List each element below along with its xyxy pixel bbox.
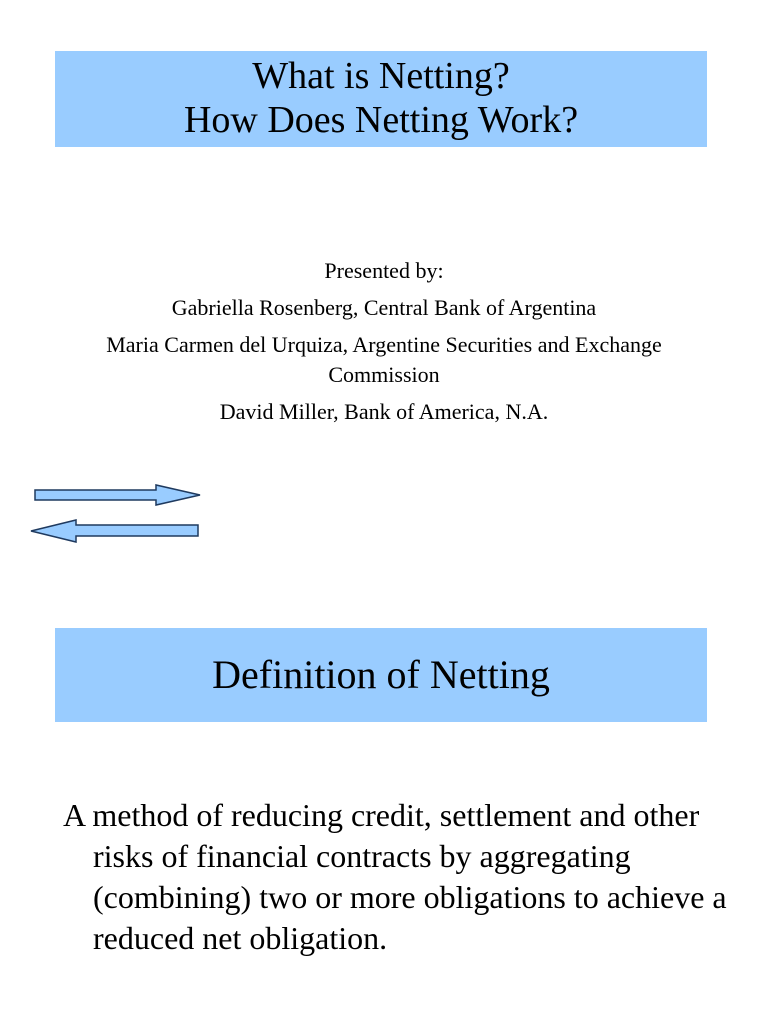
presenters-block <box>84 256 684 434</box>
definition-banner <box>55 628 707 722</box>
definition-text: A method of reducing credit, settlement and other risks of financial contracts by aggregating (combining) two or more obligations to achieve a reduced net obligation. <box>63 797 727 956</box>
page-title-line-1: What is Netting? <box>252 55 510 97</box>
presenter-2: Maria Carmen del Urquiza, Argentine Securities and Exchange Commission <box>106 332 662 387</box>
page-title-line-2: How Does Netting Work? <box>183 99 579 141</box>
presenter-1: Gabriella Rosenberg, Central Bank of Argentina <box>171 295 597 320</box>
section-title: Definition of Netting <box>212 652 550 697</box>
presenter-3: David Miller, Bank of America, N.A. <box>219 399 549 424</box>
presented-by-label: Presented by: <box>324 258 444 283</box>
netting-arrows <box>28 480 208 550</box>
left-arrow-icon <box>31 520 198 542</box>
right-arrow-icon <box>35 485 200 505</box>
title-banner <box>55 51 707 147</box>
